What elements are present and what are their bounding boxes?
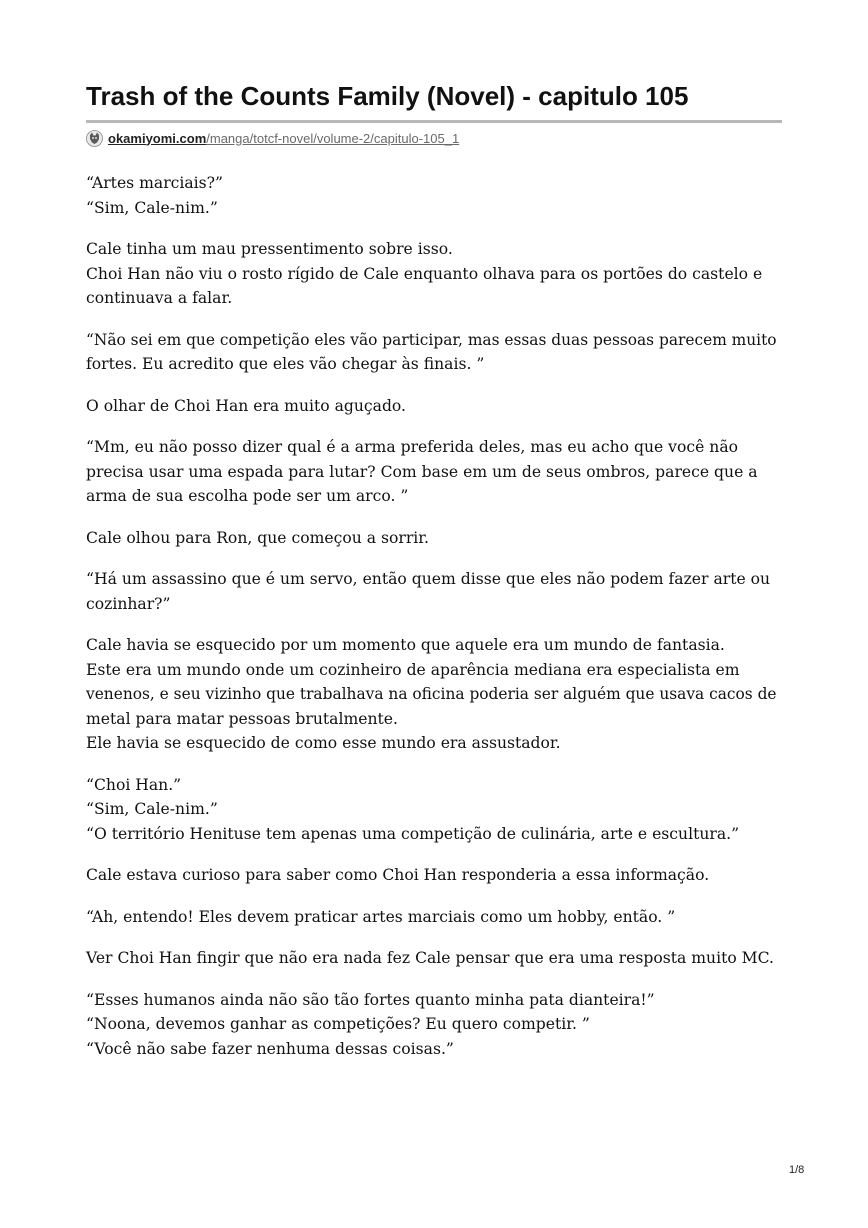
text-line: “Não sei em que competição eles vão participar, mas essas duas pessoas parecem muito [86, 330, 777, 349]
paragraph [86, 946, 782, 971]
paragraph [86, 863, 782, 888]
paragraph [86, 237, 782, 311]
text-line: arma de sua escolha pode ser um arco. ” [86, 487, 409, 505]
text-line: “Há um assassino que é um servo, então quem disse que eles não podem fazer arte ou [86, 570, 771, 588]
text-line: “Você não sabe fazer nenhuma dessas coisas.” [86, 1039, 454, 1058]
text-line: “Ah, entendo! Eles devem praticar artes marciais como um hobby, então. ” [86, 907, 676, 926]
text-line: Cale estava curioso para saber como Choi Han responderia a essa informação. [86, 866, 710, 884]
paragraph [86, 988, 782, 1062]
text-line: continuava a falar. [86, 289, 233, 307]
text-line: “Choi Han.” [86, 775, 182, 794]
text-line: “Mm, eu não posso dizer qual é a arma preferida deles, mas eu acho que você não [86, 438, 739, 456]
text-line: “Artes marciais?” [86, 174, 224, 192]
wolf-favicon-icon [86, 130, 103, 147]
paragraph [86, 171, 782, 220]
paragraph [86, 905, 782, 930]
paragraph [86, 773, 782, 847]
title-divider [86, 120, 782, 123]
text-line: Cale olhou para Ron, que começou a sorrir. [86, 528, 429, 547]
paragraph [86, 435, 782, 509]
text-line: O olhar de Choi Han era muito aguçado. [86, 396, 407, 415]
text-line: Ver Choi Han fingir que não era nada fez Cale pensar que era uma resposta muito MC. [86, 949, 774, 967]
text-line: precisa usar uma espada para lutar? Com base em um de seus ombros, parece que a [86, 462, 758, 481]
paragraph [86, 526, 782, 551]
text-line: fortes. Eu acredito que eles vão chegar às finais. ” [86, 355, 485, 373]
paragraph [86, 328, 782, 377]
paragraph [86, 394, 782, 419]
text-line: “Sim, Cale-nim.” [86, 800, 218, 818]
source-link[interactable] [86, 128, 459, 148]
text-line: “O território Henituse tem apenas uma competição de culinária, arte e escultura.” [86, 824, 740, 843]
text-line: Ele havia se esquecido de como esse mundo era assustador. [86, 734, 561, 752]
paragraph [86, 633, 782, 756]
paragraph [86, 567, 782, 616]
text-line: “Esses humanos ainda não são tão fortes quanto minha pata dianteira!” [86, 990, 655, 1009]
page-title: Trash of the Counts Family (Novel) - capitulo 105 [86, 81, 689, 111]
source-domain[interactable]: okamiyomi.com [108, 130, 207, 146]
chapter-body [86, 171, 782, 1078]
text-line: cozinhar?” [86, 594, 171, 613]
text-line: Cale havia se esquecido por um momento que aquele era um mundo de fantasia. [86, 636, 725, 654]
source-path[interactable]: /manga/totcf-novel/volume-2/capitulo-105_1 [206, 130, 460, 146]
text-line: Choi Han não viu o rosto rígido de Cale enquanto olhava para os portões do castelo e [86, 264, 763, 283]
text-line: metal para matar pessoas brutalmente. [86, 709, 398, 728]
page-number: 1/8 [789, 1164, 805, 1176]
text-line: “Noona, devemos ganhar as competições? Eu quero competir. ” [86, 1015, 590, 1033]
text-line: venenos, e seu vizinho que trabalhava na oficina poderia ser alguém que usava cacos de [86, 685, 777, 703]
text-line: “Sim, Cale-nim.” [86, 198, 218, 217]
text-line: Este era um mundo onde um cozinheiro de aparência mediana era especialista em [86, 660, 740, 679]
text-line: Cale tinha um mau pressentimento sobre isso. [86, 240, 453, 258]
